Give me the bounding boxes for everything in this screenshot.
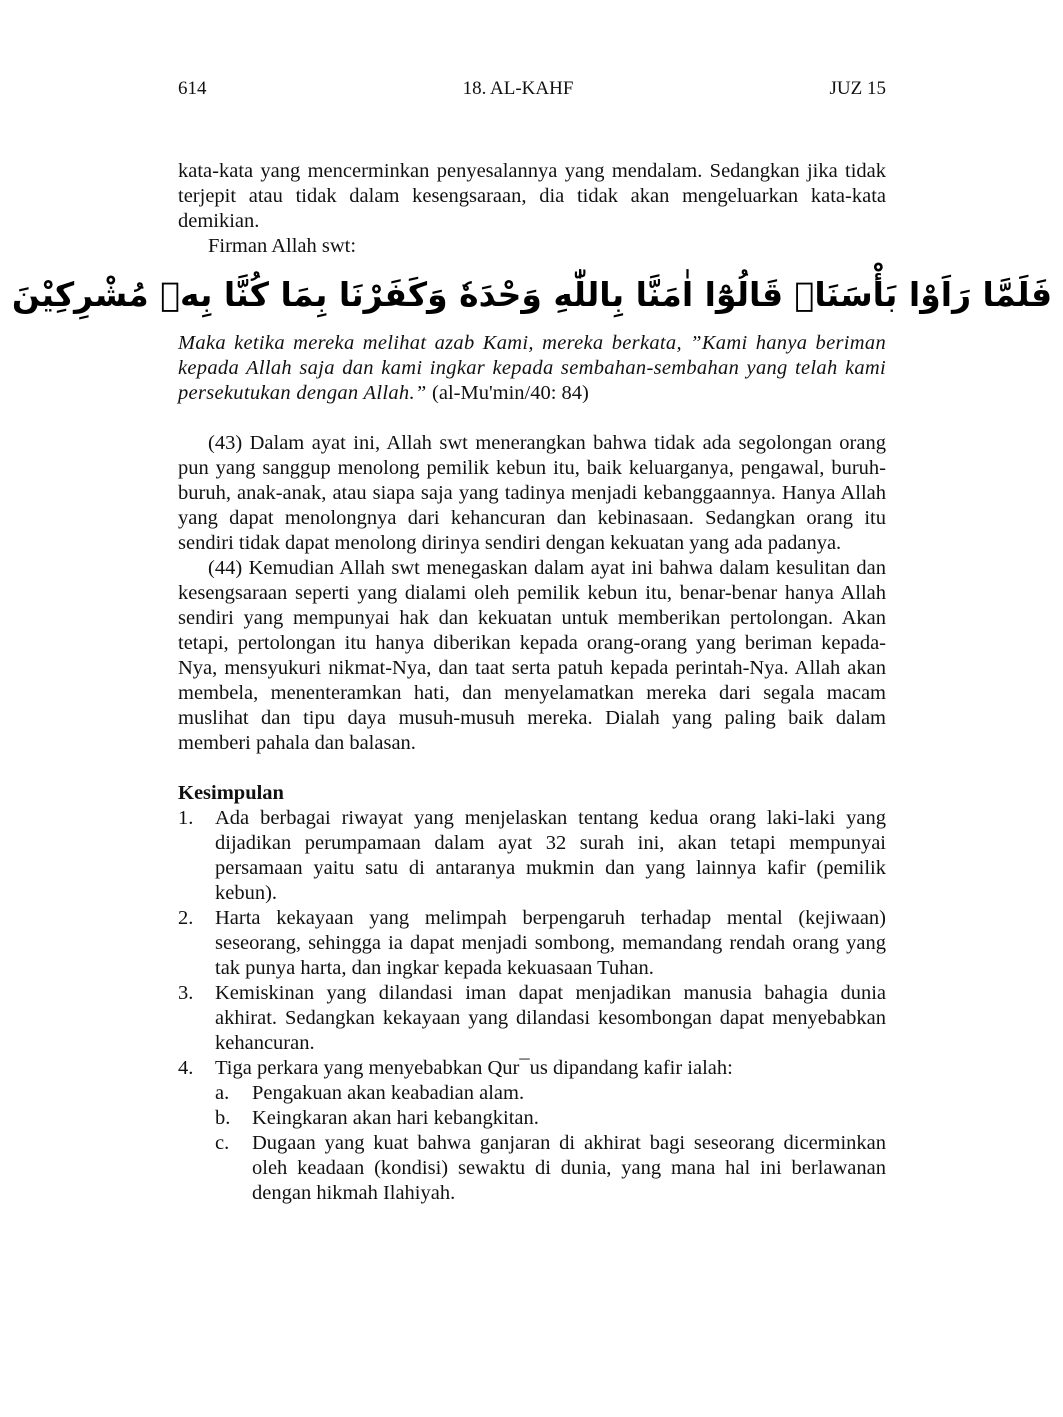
page-header (178, 76, 886, 102)
list-text: Ada berbagai riwayat yang menjelaskan tentang kedua orang laki-laki yang dijadikan perumpamaan dalam ayat 32 surah ini, akan tetapi mempunyai persamaan yaitu satu di antaranya mukmin dan yang lainnya kafir (pemilik kebun). (215, 807, 886, 904)
sub-list-letter: a. (215, 1082, 230, 1104)
surah-title: 18. AL-KAHF (462, 78, 574, 99)
list-item (178, 981, 886, 1056)
spacer (178, 406, 886, 431)
sub-list-text: Dugaan yang kuat bahwa ganjaran di akhirat bagi seseorang dicerminkan oleh keadaan (kondisi) sewaktu di dunia, yang mana hal ini berlawanan dengan hikmah Ilahiyah. (252, 1132, 886, 1204)
list-number: 4. (178, 1057, 194, 1079)
sub-list-item (215, 1106, 886, 1131)
juz-label: JUZ 15 (829, 78, 886, 99)
list-text: Harta kekayaan yang melimpah berpengaruh terhadap mental (kejiwaan) seseorang, sehingga ia dapat menjadi sombong, memandang rendah orang yang tak punya harta, dan ingkar kepada kekuasaan Tuhan. (215, 907, 886, 979)
list-text: Tiga perkara yang menyebabkan Qur¯us dipandang kafir ialah: (215, 1057, 733, 1079)
verse-translation (178, 331, 886, 406)
sub-list-letter: b. (215, 1107, 231, 1129)
conclusion-heading: Kesimpulan (178, 782, 284, 804)
arabic-verse: فَلَمَّا رَاَوْا بَأْسَنَاۗ قَالُوْٓا اٰمَنَّا بِاللّٰهِ وَحْدَهٗ وَكَفَرْنَا بِمَا كُنَّا بِهٖ مُشْرِكِيْنَ (11, 274, 1053, 314)
paragraph-44: (44) Kemudian Allah swt menegaskan dalam ayat ini bahwa dalam kesulitan dan kesengsaraan seperti yang dialami oleh pemilik kebun itu, benar-benar hanya Allah sendiri yang mempunyai hak dan kekuatan untuk memberikan pertolongan. Akan tetapi, pertolongan itu hanya diberikan kepada orang-orang yang beriman kepada-Nya, mensyukuri nikmat-Nya, dan taat serta patuh kepada perintah-Nya. Allah akan membela, menenteramkan hati, dan menyelamatkan mereka dari segala macam muslihat dan tipu daya musuh-musuh mereka. Dialah yang paling baik dalam memberi pahala dan balasan. (178, 557, 886, 754)
list-number: 1. (178, 807, 194, 829)
conclusion-list (178, 806, 886, 1206)
translation-text: Maka ketika mereka melihat azab Kami, mereka berkata, ”Kami hanya beriman kepada Allah saja dan kami ingkar kepada sembahan-sembahan yang telah kami persekutukan dengan Allah.” (178, 332, 886, 404)
page-body (11, 159, 1053, 1206)
sub-list-item (215, 1081, 886, 1106)
sub-list-text: Pengakuan akan keabadian alam. (252, 1082, 525, 1104)
paragraph-43: (43) Dalam ayat ini, Allah swt menerangkan bahwa tidak ada segolongan orang pun yang sanggup menolong pemilik kebun itu, baik keluarganya, pengawal, buruh-buruh, anak-anak, atau siapa saja yang tadinya menjadi kebanggaannya. Hanya Allah yang dapat menolongnya dari kehancuran dan kebinasaan. Sedangkan orang itu sendiri tidak dapat menolong dirinya sendiri dengan kekuatan yang ada padanya. (178, 432, 886, 554)
firman-label: Firman Allah swt: (208, 235, 357, 257)
page-number: 614 (178, 78, 207, 99)
list-text: Kemiskinan yang dilandasi iman dapat menjadikan manusia bahagia dunia akhirat. Sedangkan kekayaan yang dilandasi kesombongan dapat menyebabkan kehancuran. (215, 982, 886, 1054)
sub-list (215, 1081, 886, 1206)
list-item (178, 806, 886, 906)
list-number: 2. (178, 907, 194, 929)
verse-reference: (al-Mu'min/40: 84) (432, 382, 589, 404)
list-number: 3. (178, 982, 194, 1004)
list-item (178, 1056, 886, 1206)
sub-list-item (215, 1131, 886, 1206)
list-item (178, 906, 886, 981)
sub-list-letter: c. (215, 1132, 230, 1154)
sub-list-text: Keingkaran akan hari kebangkitan. (252, 1107, 539, 1129)
intro-paragraph: kata-kata yang mencerminkan penyesalannya yang mendalam. Sedangkan jika tidak terjepit atau tidak dalam kesengsaraan, dia tidak akan mengeluarkan kata-kata demikian. (178, 160, 886, 232)
